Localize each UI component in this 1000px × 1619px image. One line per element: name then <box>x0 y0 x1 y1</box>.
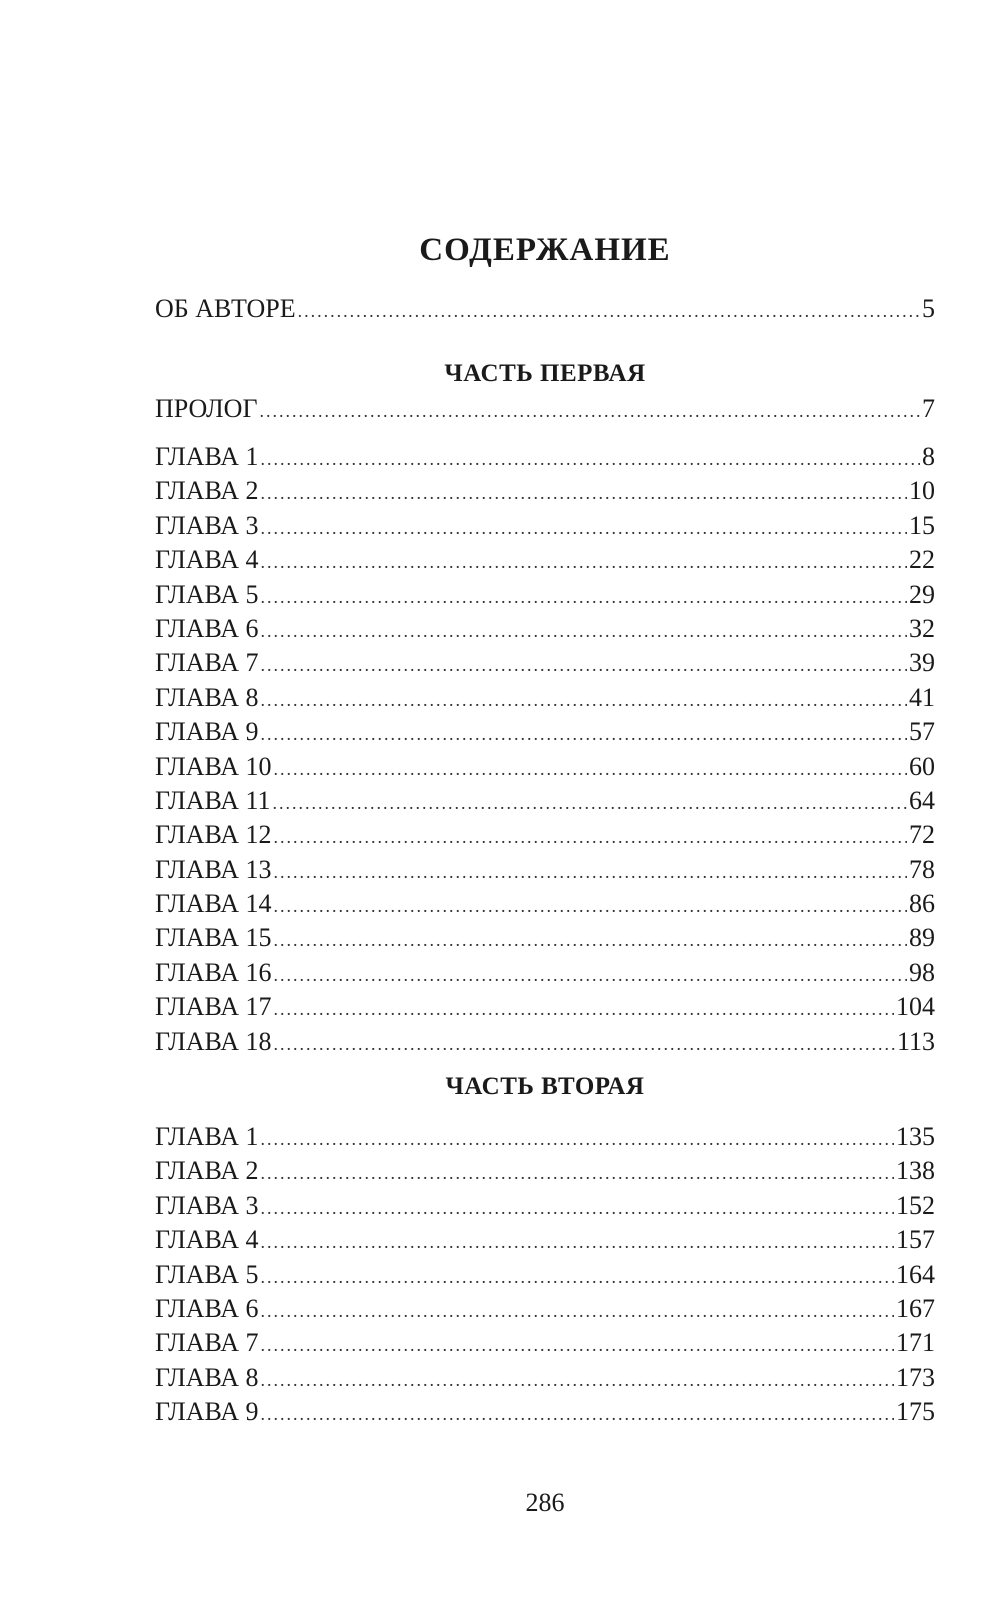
toc-entry-label: ГЛАВА 2 <box>155 1156 259 1186</box>
toc-entry-page: 98 <box>909 957 935 987</box>
toc-entry-label: ГЛАВА 1 <box>155 1122 259 1151</box>
toc-entry-page: 15 <box>909 510 935 540</box>
dot-leader <box>273 786 907 820</box>
toc-entry-label: ГЛАВА 8 <box>155 1362 259 1392</box>
toc-entry-label: ГЛАВА 4 <box>155 1225 259 1255</box>
toc-entry <box>155 474 935 508</box>
toc-entry <box>155 646 935 680</box>
toc-entry <box>155 509 935 543</box>
toc-entry <box>155 578 935 612</box>
dot-leader <box>273 820 907 854</box>
toc-entry <box>155 956 935 990</box>
toc-entry <box>155 1154 935 1188</box>
toc-entry-page: 22 <box>909 545 935 575</box>
toc-entry-page: 152 <box>896 1190 935 1220</box>
toc-entry-page: 135 <box>896 1122 935 1151</box>
toc-entry-page: 60 <box>909 751 935 781</box>
toc-entry-page: 173 <box>896 1362 935 1392</box>
dot-leader <box>260 476 907 510</box>
toc-entry-prologue <box>155 392 935 426</box>
toc-entry-label: ГЛАВА 4 <box>155 545 259 575</box>
toc-entry <box>155 818 935 852</box>
dot-leader <box>260 580 907 614</box>
toc-entry-label: ГЛАВА 3 <box>155 1190 259 1220</box>
toc-entry <box>155 1120 935 1154</box>
toc-entry-page: 89 <box>909 923 935 953</box>
toc-entry-page: 7 <box>922 394 935 423</box>
toc-entry <box>155 1189 935 1223</box>
toc-entry-page: 8 <box>922 442 935 471</box>
toc-entry <box>155 921 935 955</box>
dot-leader <box>260 683 907 717</box>
toc-entry-label: ГЛАВА 3 <box>155 510 259 540</box>
toc-entry-page: 57 <box>909 717 935 747</box>
dot-leader <box>260 442 920 476</box>
toc-entry <box>155 1292 935 1326</box>
dot-leader <box>273 855 907 889</box>
dot-leader <box>273 889 907 923</box>
toc-entry-page: 32 <box>909 613 935 643</box>
toc-entry-page: 175 <box>896 1397 935 1427</box>
toc-entry <box>155 1258 935 1292</box>
toc-entry <box>155 784 935 818</box>
dot-leader <box>260 1328 894 1362</box>
toc-entry-page: 157 <box>896 1225 935 1255</box>
toc-entry-label: ГЛАВА 2 <box>155 476 259 506</box>
toc-entry <box>155 1361 935 1395</box>
toc-entry-label: ГЛАВА 10 <box>155 751 272 781</box>
dot-leader <box>260 1397 894 1431</box>
dot-leader <box>260 1363 894 1397</box>
dot-leader <box>260 717 907 751</box>
toc-entry-label: ГЛАВА 11 <box>155 785 271 815</box>
toc-entry-label: ГЛАВА 5 <box>155 1259 259 1289</box>
toc-entry <box>155 1395 935 1429</box>
dot-leader <box>260 614 907 648</box>
toc-entry-label: ГЛАВА 16 <box>155 957 272 987</box>
page-title: СОДЕРЖАНИЕ <box>419 232 671 268</box>
toc-entry-page: 39 <box>909 648 935 678</box>
part-two-heading: ЧАСТЬ ВТОРАЯ <box>445 1073 645 1100</box>
toc-entry-about <box>155 292 935 326</box>
toc-entry-label: ГЛАВА 9 <box>155 717 259 747</box>
toc-entry-page: 171 <box>896 1328 935 1358</box>
toc-entry-label: ГЛАВА 6 <box>155 1293 259 1323</box>
toc-entry <box>155 853 935 887</box>
dot-leader <box>260 1122 894 1156</box>
toc-entry-page: 29 <box>909 579 935 609</box>
toc-entry-label: ГЛАВА 17 <box>155 992 272 1022</box>
part-one-heading: ЧАСТЬ ПЕРВАЯ <box>444 360 646 387</box>
toc-entry <box>155 887 935 921</box>
toc-entry-page: 5 <box>922 294 935 323</box>
toc-entry-page: 86 <box>909 889 935 919</box>
toc-entry <box>155 543 935 577</box>
dot-leader <box>260 511 907 545</box>
dot-leader <box>260 1156 894 1190</box>
dot-leader <box>260 1294 894 1328</box>
toc-entry <box>155 715 935 749</box>
dot-leader <box>260 545 907 579</box>
toc-entry-label: ГЛАВА 14 <box>155 889 272 919</box>
toc-entry-label: ГЛАВА 7 <box>155 1328 259 1358</box>
dot-leader <box>273 923 907 957</box>
toc-entry-page: 167 <box>896 1293 935 1323</box>
toc-entry-label: ГЛАВА 7 <box>155 648 259 678</box>
toc-entry-page: 41 <box>909 682 935 712</box>
toc-entry-label: ГЛАВА 8 <box>155 682 259 712</box>
toc-prologue-block <box>155 392 935 426</box>
toc-entry-label: ОБ АВТОРЕ <box>155 294 296 323</box>
toc-entry <box>155 612 935 646</box>
toc-about-block <box>155 292 935 326</box>
dot-leader <box>273 992 894 1026</box>
dot-leader <box>260 648 907 682</box>
toc-entry-page: 104 <box>896 992 935 1022</box>
toc-entry <box>155 681 935 715</box>
toc-entry <box>155 1326 935 1360</box>
toc-entry-label: ГЛАВА 12 <box>155 820 272 850</box>
toc-entry <box>155 1223 935 1257</box>
dot-leader <box>298 294 920 328</box>
dot-leader <box>273 752 907 786</box>
toc-entry-label: ГЛАВА 9 <box>155 1397 259 1427</box>
dot-leader <box>260 1260 894 1294</box>
toc-entry <box>155 990 935 1024</box>
toc-entry-label: ГЛАВА 13 <box>155 854 272 884</box>
toc-entry <box>155 1025 935 1059</box>
dot-leader <box>260 1191 894 1225</box>
toc-entry <box>155 440 935 474</box>
toc-entry-label: ГЛАВА 1 <box>155 442 259 471</box>
toc-entry <box>155 750 935 784</box>
toc-entry-page: 138 <box>896 1156 935 1186</box>
toc-entry-label: ГЛАВА 15 <box>155 923 272 953</box>
dot-leader <box>273 958 907 992</box>
toc-entry-page: 164 <box>896 1259 935 1289</box>
toc-entry-page: 113 <box>896 1026 935 1056</box>
dot-leader <box>273 1027 894 1061</box>
toc-entry-page: 72 <box>909 820 935 850</box>
toc-entry-page: 10 <box>909 476 935 506</box>
part-one-chapter-list <box>155 440 935 1059</box>
part-two-chapter-list <box>155 1120 935 1430</box>
toc-entry-label: ГЛАВА 18 <box>155 1026 272 1056</box>
page-number: 286 <box>525 1488 565 1517</box>
dot-leader <box>260 1225 894 1259</box>
toc-entry-label: ГЛАВА 6 <box>155 613 259 643</box>
dot-leader <box>259 394 920 428</box>
toc-entry-page: 64 <box>909 785 935 815</box>
toc-entry-label: ПРОЛОГ <box>155 394 258 423</box>
toc-entry-label: ГЛАВА 5 <box>155 579 259 609</box>
toc-entry-page: 78 <box>909 854 935 884</box>
